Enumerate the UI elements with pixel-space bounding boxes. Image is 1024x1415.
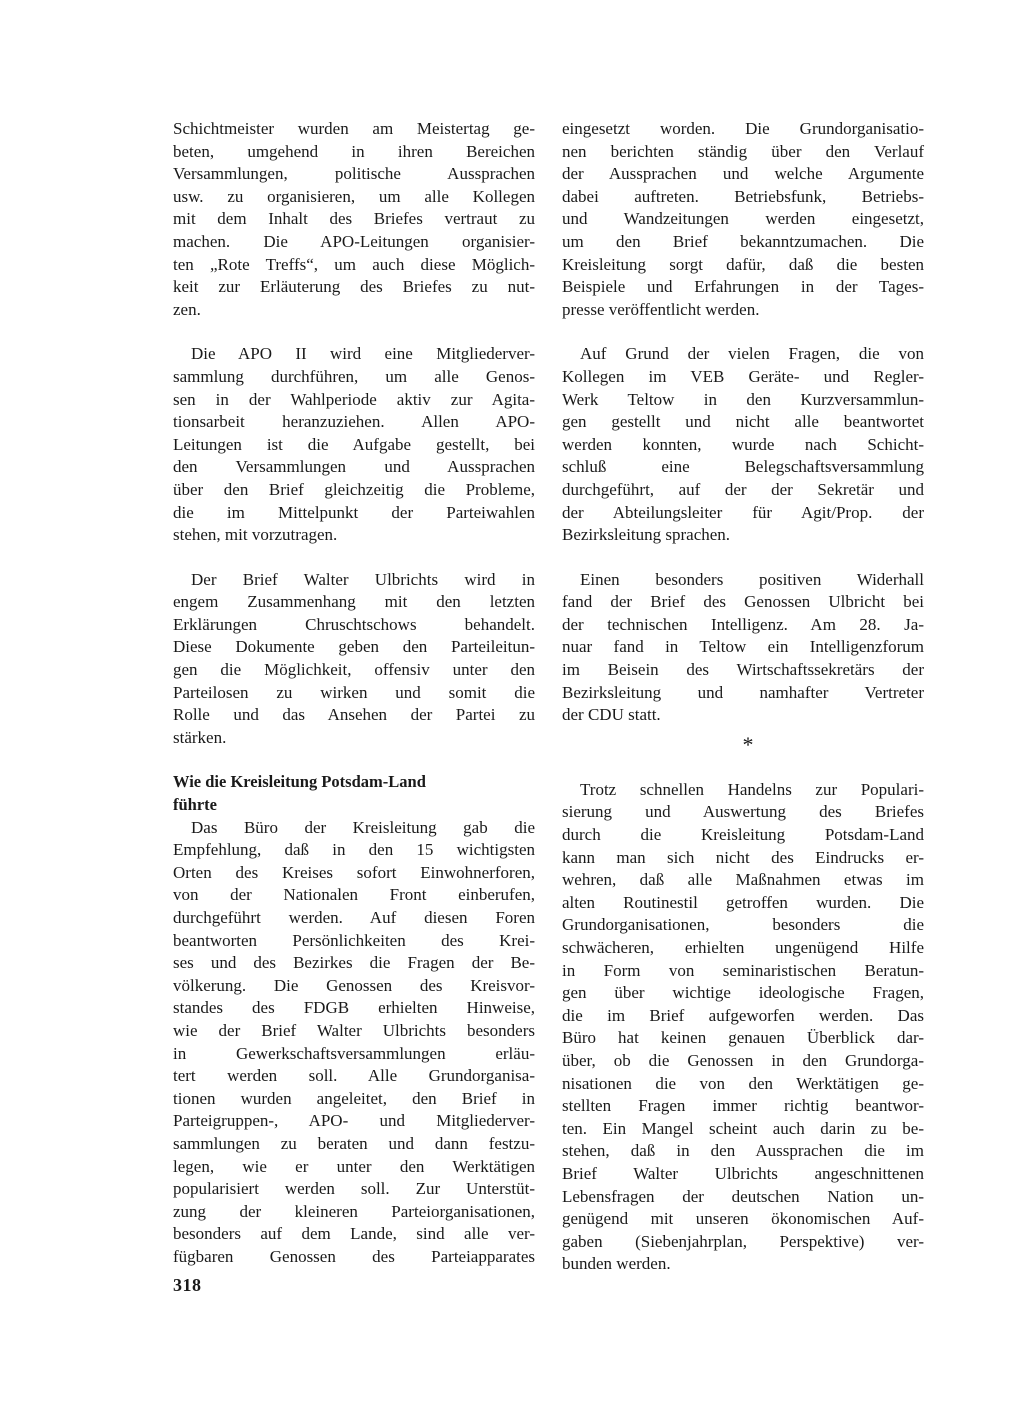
text-line: nisationen die von den Werktätigen ge- — [562, 1073, 924, 1093]
text-line: bunden werden. — [562, 1254, 671, 1274]
paragraph — [562, 118, 924, 321]
text-line: gen über wichtige ideologische Fragen, — [562, 983, 924, 1003]
paragraph — [173, 569, 535, 750]
text-line: presse veröffentlicht werden. — [562, 299, 760, 319]
text-line: Wie die Kreisleitung Potsdam-Land — [173, 772, 426, 792]
text-line: fügbaren Genossen des Parteiapparates — [173, 1246, 535, 1266]
text-line: Werk Teltow in den Kurzversammlun- — [562, 389, 924, 409]
text-line: sierung und Auswertung des Briefes — [562, 802, 924, 822]
text-line: eingesetzt worden. Die Grundorganisatio- — [562, 119, 924, 138]
text-line: wehren, daß alle Maßnahmen etwas im — [562, 870, 924, 890]
text-line: beten, umgehend in ihren Bereichen — [173, 141, 535, 161]
text-line: von der Nationalen Front einberufen, — [173, 885, 535, 905]
text-line: Die APO II wird eine Mitgliederver- — [191, 344, 535, 364]
left-column — [173, 118, 535, 1269]
text-line: Lebensfragen der deutschen Nation un- — [562, 1186, 924, 1206]
text-line: tionen wurden angeleitet, den Brief in — [173, 1088, 535, 1108]
text-line: Rolle und das Ansehen der Partei zu — [173, 705, 535, 725]
text-line: Bezirksleitung sprachen. — [562, 525, 731, 545]
text-line: Brief Walter Ulbrichts angeschnittenen — [562, 1163, 924, 1183]
text-line: alten Routinestil getroffen wurden. Die — [562, 892, 924, 912]
text-line: nen berichten ständig über den Verlauf — [562, 141, 924, 161]
text-line: schluß eine Belegschaftsversammlung — [562, 457, 924, 477]
text-line: gen die Möglichkeit, offensiv unter den — [173, 660, 535, 680]
text-line: fand der Brief des Genossen Ulbricht bei — [562, 592, 924, 612]
page-number: 318 — [173, 1275, 202, 1295]
text-line: Erklärungen Chruschtschows behandelt. — [173, 614, 535, 634]
paragraph — [562, 343, 924, 546]
text-line: Parteigruppen-, APO- und Mitgliederver- — [173, 1111, 535, 1131]
text-line: engem Zusammenhang mit den letzten — [173, 592, 535, 612]
paragraph — [562, 779, 924, 1276]
text-line: Büro hat keinen genauen Überblick dar- — [562, 1028, 924, 1048]
text-line: die im Brief aufgeworfen werden. Das — [562, 1005, 924, 1025]
section-separator: * — [742, 731, 754, 757]
text-line: popularisiert werden soll. Zur Unterstüt- — [173, 1179, 535, 1199]
text-line: usw. zu organisieren, um alle Kollegen — [173, 186, 535, 206]
section-heading — [173, 771, 535, 816]
text-line: Bezirksleitung und namhafter Vertreter — [562, 682, 924, 702]
text-line: Das Büro der Kreisleitung gab die — [191, 817, 535, 837]
text-line: Auf Grund der vielen Fragen, die von — [580, 344, 924, 364]
text-line: keit zur Erläuterung des Briefes zu nut- — [173, 277, 535, 297]
text-line: gaben (Siebenjahrplan, Perspektive) ver- — [562, 1231, 924, 1251]
text-line: wie der Brief Walter Ulbrichts besonders — [173, 1020, 535, 1040]
text-line: schwächeren, erhielten ungenügend Hilfe — [562, 938, 924, 957]
text-line: machen. Die APO-Leitungen organisier- — [173, 231, 535, 251]
text-line: Einen besonders positiven Widerhall — [580, 569, 924, 589]
text-line: kann man sich nicht des Eindrucks er- — [562, 847, 924, 867]
text-line: der technischen Intelligenz. Am 28. Ja- — [562, 614, 924, 634]
text-line: Orten des Kreises sofort Einwohnerforen, — [173, 862, 535, 882]
text-line: genügend mit unseren ökonomischen Auf- — [562, 1209, 924, 1229]
text-line: ses und des Bezirkes die Fragen der Be- — [173, 953, 535, 973]
text-line: besonders auf dem Lande, sind alle ver- — [173, 1224, 535, 1244]
text-line: den Versammlungen und Aussprachen — [173, 457, 535, 477]
text-line: gen gestellt und nicht alle beantwortet — [562, 412, 924, 432]
paragraph — [173, 343, 535, 546]
text-line: im Beisein des Wirtschaftssekretärs der — [562, 660, 924, 680]
text-line: der CDU statt. — [562, 705, 661, 725]
text-line: in Gewerkschaftsversammlungen erläu- — [173, 1043, 535, 1063]
text-line: standes des FDGB erhielten Hinweise, — [173, 998, 535, 1018]
text-line: mit dem Inhalt des Briefes vertraut zu — [173, 209, 535, 229]
text-line: durchgeführt werden. Auf diesen Foren — [173, 908, 535, 927]
paragraph — [562, 569, 924, 727]
paragraph — [173, 817, 535, 1269]
text-line: Kreisleitung sorgt dafür, daß die besten — [562, 254, 924, 274]
text-line: Kollegen im VEB Geräte- und Regler- — [562, 366, 924, 386]
text-line: durchgeführt, auf der der Sekretär und — [562, 479, 924, 499]
text-line: und Wandzeitungen werden eingesetzt, — [562, 209, 924, 229]
text-line: in Form von seminaristischen Beratun- — [562, 960, 924, 980]
text-line: Grundorganisationen, besonders die — [562, 915, 924, 935]
paragraph — [173, 118, 535, 321]
text-line: werden konnten, wurde nach Schicht- — [562, 434, 924, 454]
text-line: der Abteilungsleiter für Agit/Prop. der — [562, 502, 924, 522]
text-line: Diese Dokumente geben den Parteileitun- — [173, 637, 535, 657]
text-line: sen in der Wahlperiode aktiv zur Agita- — [173, 389, 535, 409]
text-line: Beispiele und Erfahrungen in der Tages- — [562, 277, 924, 297]
text-line: stellten Fragen immer richtig beantwor- — [562, 1096, 924, 1116]
text-line: nuar fand in Teltow ein Intelligenzforum — [562, 637, 924, 657]
text-line: sammlungen zu beraten und dann festzu- — [173, 1133, 535, 1153]
text-line: der Aussprachen und welche Argumente — [562, 164, 924, 184]
text-line: Trotz schnellen Handelns zur Populari- — [580, 779, 924, 799]
text-line: völkerung. Die Genossen des Kreisvor- — [173, 975, 535, 995]
text-line: sammlung durchführen, um alle Genos- — [173, 366, 535, 386]
text-line: Empfehlung, daß in den 15 wichtigsten — [173, 840, 535, 860]
text-line: Der Brief Walter Ulbrichts wird in — [191, 569, 535, 589]
text-line: ten. Ein Mangel scheint auch darin zu be- — [562, 1118, 924, 1138]
text-line: legen, wie er unter den Werktätigen — [173, 1156, 535, 1176]
text-line: tionsarbeit heranzuziehen. Allen APO- — [173, 412, 535, 432]
text-line: beantworten Persönlichkeiten des Krei- — [173, 930, 535, 950]
text-line: durch die Kreisleitung Potsdam-Land — [562, 825, 924, 845]
text-line: dabei auftreten. Betriebsfunk, Betriebs- — [562, 186, 924, 206]
text-line: Parteilosen zu wirken und somit die — [173, 682, 535, 702]
text-line: ten „Rote Treffs“, um auch diese Möglich- — [173, 254, 535, 274]
text-line: zen. — [173, 299, 201, 319]
right-column — [562, 118, 924, 1276]
text-line: um den Brief bekanntzumachen. Die — [562, 231, 924, 251]
text-line: stärken. — [173, 727, 227, 747]
text-line: Schichtmeister wurden am Meistertag ge- — [173, 119, 535, 138]
text-line: über den Brief gleichzeitig die Probleme, — [173, 479, 535, 499]
text-line: stehen, mit vorzutragen. — [173, 525, 338, 545]
text-line: über, ob die Genossen in den Grundorga- — [562, 1050, 924, 1070]
text-line: zung der kleineren Parteiorganisationen, — [173, 1201, 535, 1221]
text-line: tert werden soll. Alle Grundorganisa- — [173, 1066, 535, 1086]
text-line: die im Mittelpunkt der Parteiwahlen — [173, 502, 535, 522]
text-line: Versammlungen, politische Aussprachen — [173, 164, 535, 184]
text-line: führte — [173, 795, 217, 815]
text-line: Leitungen ist die Aufgabe gestellt, bei — [173, 434, 535, 454]
text-line: stehen, daß in den Aussprachen die im — [562, 1141, 924, 1161]
